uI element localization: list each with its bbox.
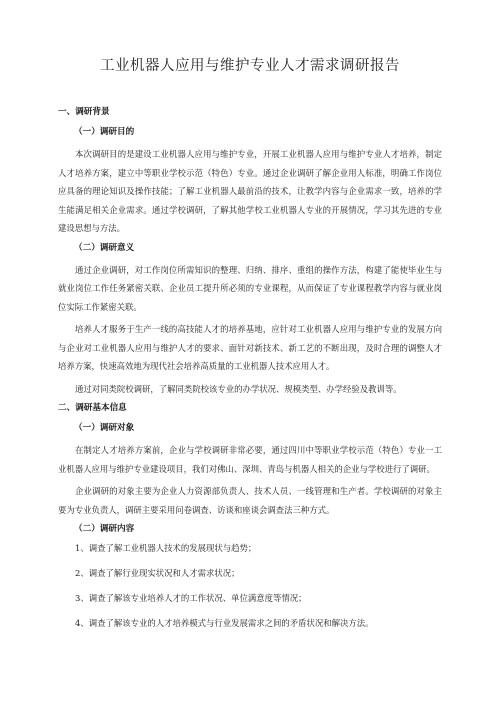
paragraph-targets-1: 在制定人才培养方案前，企业与学校调研非常必要，通过四川中等职业学校示范（特色）专业一工业机器人应用与维护专业建设项目，我们对佛山、深圳、青岛与机器人相关的企业与学校进行了调研。: [58, 445, 442, 474]
section-heading-basic-info: 二、调研基本信息: [58, 403, 127, 413]
list-item: 4、调查了解该专业的人才培养模式与行业发展需求之间的矛盾状况和解决方法。: [75, 618, 374, 628]
paragraph-purpose: 本次调研目的是建设工业机器人应用与维护专业，开展工业机器人应用与维护专业人才培养，制定人才培养方案，建立中等职业学校示范（特色）专业。通过企业调研了解企业用人标准，明确工作岗位应具备的理论知识及操作技能；了解工业机器人最前沿的技术，让教学内容与企业需求一致，培养的学生能满足相关企业需求。通过学校调研，了解其他学校工业机器人专业的开展情况，学习其先进的专业建设思想与方法。: [58, 149, 442, 233]
subheading-purpose: （一）调研目的: [74, 127, 135, 137]
paragraph-significance-3: 通过对同类院校调研，了解同类院校该专业的办学状况、规模类型、办学经验及教训等。: [75, 383, 402, 394]
paragraph-significance-2: 培养人才服务于生产一线的高技能人才的培养基地，应针对工业机器人应用与维护专业的发展方向与企业对工业机器人应用与维护人才的要求、面针对新技术、新工艺的不断出现，及时合理的调整人才培养方案，快速高效地为现代社会培养高质量的工业机器人技术应用人才。: [58, 324, 442, 371]
list-item: 1、调查了解工业机器人技术的发展现状与趋势；: [75, 543, 257, 553]
paragraph-targets-2: 企业调研的对象主要为企业人力资源部负责人、技术人员、一线管理和生产者。学校调研的对象主要为专业负责人，调研主要采用问卷调查、访谈和座谈会调查法三种方式。: [58, 486, 442, 515]
page-title: 工业机器人应用与维护专业人才需求调研报告: [100, 58, 400, 74]
list-item: 3、调查了解该专业培养人才的工作状况、单位满意度等情况；: [75, 593, 307, 603]
subheading-targets: （一）调研对象: [74, 423, 135, 433]
list-item: 2、调查了解行业现实状况和人才需求状况；: [75, 568, 240, 578]
paragraph-significance-1: 通过企业调研，对工作岗位所需知识的整理、归纳、排序、重组的操作方法，构建了能使毕业生与就业岗位工作任务紧密关联、企业员工提升所必须的专业课程，从而保证了专业课程教学内容与就业岗位实际工作紧密关联。: [58, 264, 442, 312]
subheading-significance: （二）调研意义: [74, 242, 135, 253]
subheading-content: （二）调研内容: [74, 524, 135, 534]
section-heading-background: 一、调研背景: [58, 107, 110, 117]
